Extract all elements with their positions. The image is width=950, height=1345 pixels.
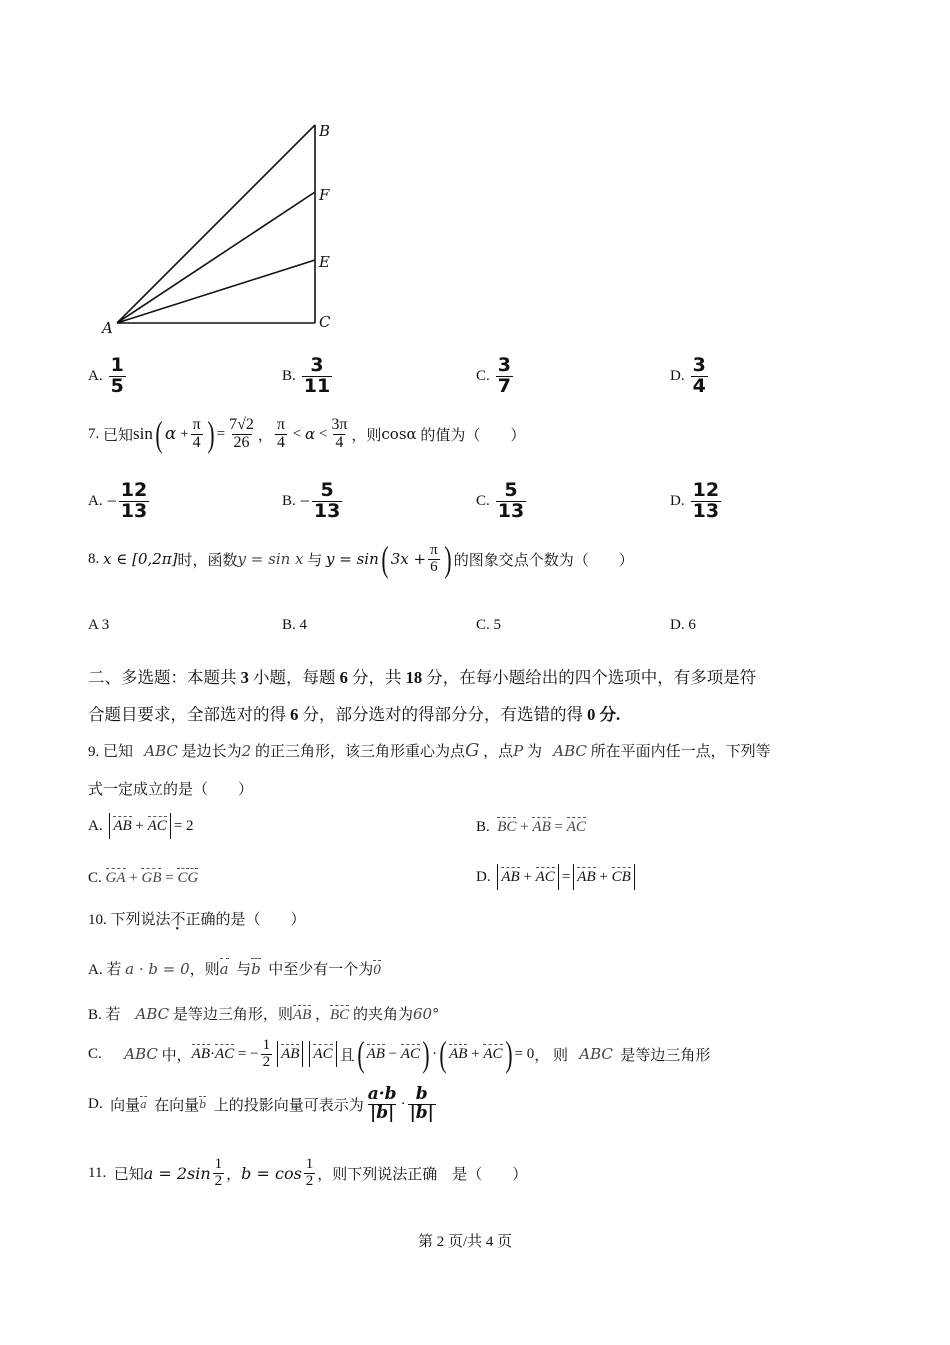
- triangle-figure: [95, 115, 355, 340]
- question-9-line1: 9. 已知 ABC 是边长为2 的正三角形，该三角形重心为点G ，点P 为 ABC 所在平面内任一点，下列等: [88, 740, 771, 761]
- q7-option-a: A. − $\frac{12}{13}$: [88, 479, 148, 522]
- q7-option-c: C. $\frac{5}{13}$: [476, 479, 525, 522]
- label-E: E: [319, 253, 330, 271]
- q10-option-c: C. ABC 中， AB · AC = − $\frac{1}{2}$ AB AC 且 ( AB − AC ) · ( AB + AC ) = 0 ， 则 ABC 是等边三角形: [88, 1034, 711, 1074]
- q9-option-d: D. AB + AC = AB + CB: [476, 864, 638, 890]
- q7-option-b: B. − $\frac{5}{13}$: [282, 479, 341, 522]
- q10-option-a: A. 若 a · b = 0，则a 与b 中至少有一个为0: [88, 960, 381, 978]
- q10-option-d: D. 向量 a 在向量 b 上的投影向量可表示为 $\frac{a\cdot b}{|b|}$ · $\frac{b}{|b|}$: [88, 1084, 434, 1123]
- q6-option-d: D. $\frac{3}{4}$: [670, 354, 706, 397]
- q8-option-b: B. 4: [282, 617, 308, 633]
- q9-option-c: C. GA + GB = CG: [88, 870, 199, 886]
- question-8: 8. x ∈ [0,2π] 时，函数 y = sin x 与 y = sin ( 3x + $\frac{\pi}{6}$ ) 的图象交点个数为（ ）: [88, 539, 634, 579]
- segment-AE: [117, 260, 315, 323]
- q6-option-a: A. $\frac{1}{5}$: [88, 354, 124, 397]
- q8-option-a: A 3: [88, 617, 110, 633]
- segment-AB: [117, 125, 315, 323]
- q8-option-d: D. 6: [670, 617, 696, 633]
- section-2-heading-line2: 合题目要求，全部选对的得 6 分，部分选对的得部分分，有选错的得 0 分.: [88, 705, 621, 724]
- q9-option-b: B. BC + AB = AC: [476, 819, 586, 835]
- label-F: F: [319, 186, 330, 204]
- question-11: 11. 已知 a = 2sin $\frac{1}{2}$ ， b = cos $\frac{1}{2}$ ，则下列说法正确 是（ ）: [88, 1156, 528, 1189]
- label-C: C: [319, 313, 331, 331]
- question-7: 7. 已知 sin ( α + $\frac{\pi}{4}$ ) = $\frac{7√2}{26}$ ， $\frac{\pi}{4}$ < α < $\frac{3\pi}{4}$ ，则 cosα 的值为（ ）: [88, 414, 526, 454]
- section-2-heading-line1: 二、多选题：本题共 3 小题，每题 6 分，共 18 分，在每小题给出的四个选项中，有多项是符: [88, 668, 757, 687]
- segment-AF: [117, 192, 315, 323]
- question-10: 10. 下列说法不正确的是（ ）: [88, 912, 306, 928]
- label-A: A: [102, 319, 113, 337]
- q8-option-c: C. 5: [476, 617, 502, 633]
- question-9-line2: 式一定成立的是（ ）: [88, 782, 254, 798]
- q9-option-a: A. AB + AC = 2: [88, 813, 194, 839]
- q7-option-d: D. $\frac{12}{13}$: [670, 479, 720, 522]
- page-footer: 第 2 页/共 4 页: [418, 1234, 513, 1250]
- label-B: B: [319, 122, 331, 140]
- q10-option-b: B. 若 ABC 是等边三角形，则AB ，BC 的夹角为60°: [88, 1005, 440, 1023]
- q6-option-c: C. $\frac{3}{7}$: [476, 354, 511, 397]
- q6-option-b: B. $\frac{3}{11}$: [282, 354, 331, 397]
